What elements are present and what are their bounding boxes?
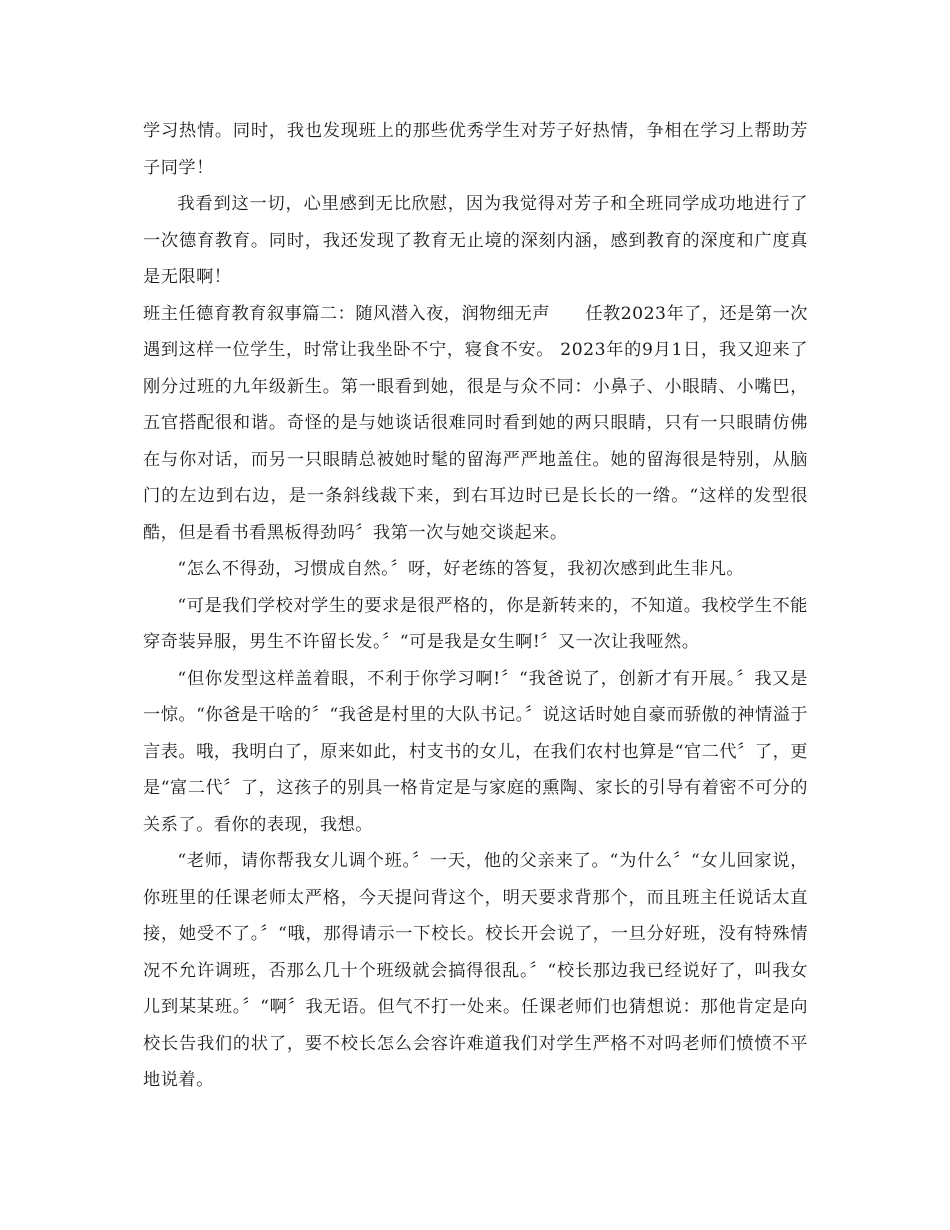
- paragraph: 学习热情。同时，我也发现班上的那些优秀学生对芳子好热情，争相在学习上帮助芳子同学！: [143, 121, 808, 178]
- section-heading-paragraph: 班主任德育教育叙事篇二：随风潜入夜，润物细无声 任教2023年了，还是第一次遇到这样一位学生，时常让我坐卧不宁，寝食不安。 2023年的9月1日，我又迎来了刚分过班的九年级新生。第一眼看到她，很是与众不同：小鼻子、小眼睛、小嘴巴，五官搭配很和谐。奇怪的是与她谈话很难同时看到她的两只眼睛，只有一只眼睛仿佛在与你对话，而另一只眼睛总被她时髦的留海严严地盖住。她的留海很是特别，从脑门的左边到右边，是一条斜线裁下来，到右耳边时已是长长的一绺。“这样的发型很酷，但是看书看黑板得劲吗〞我第一次与她交谈起来。: [143, 303, 808, 543]
- paragraph: “可是我们学校对学生的要求是很严格的，你是新转来的，不知道。我校学生不能穿奇装异服，男生不许留长发。〞“可是我是女生啊!〞又一次让我哑然。: [143, 595, 808, 652]
- document-page: [143, 113, 808, 1099]
- paragraph: “老师，请你帮我女儿调个班。〞一天，他的父亲来了。“为什么〞“女儿回家说，你班里的任课老师太严格，今天提问背这个，明天要求背那个，而且班主任说话太直接，她受不了。〞“哦，那得请示一下校长。校长开会说了，一旦分好班，没有特殊情况不允许调班，否那么几十个班级就会搞得很乱。〞“校长那边我已经说好了，叫我女儿到某某班。〞“啊〞我无语。但气不打一处来。任课老师们也猜想说：那他肯定是向校长告我们的状了，要不校长怎么会容许难道我们对学生严格不对吗老师们愤愤不平地说着。: [143, 851, 808, 1090]
- paragraph: “但你发型这样盖着眼，不利于你学习啊!〞“我爸说了，创新才有开展。〞我又是一惊。“你爸是干啥的〞“我爸是村里的大队书记。〞说这话时她自豪而骄傲的神情溢于言表。哦，我明白了，原来如此，村支书的女儿，在我们农村也算是“官二代〞了，更是“富二代〞了，这孩子的别具一格肯定是与家庭的熏陶、家长的引导有着密不可分的关系了。看你的表现，我想。: [143, 668, 808, 835]
- paragraph: 我看到这一切，心里感到无比欣慰，因为我觉得对芳子和全班同学成功地进行了一次德育教育。同时，我还发现了教育无止境的深刻内涵，感到教育的深度和广度真是无限啊！: [143, 194, 808, 287]
- paragraph: “怎么不得劲，习惯成自然。〞呀，好老练的答复，我初次感到此生非凡。: [177, 559, 745, 579]
